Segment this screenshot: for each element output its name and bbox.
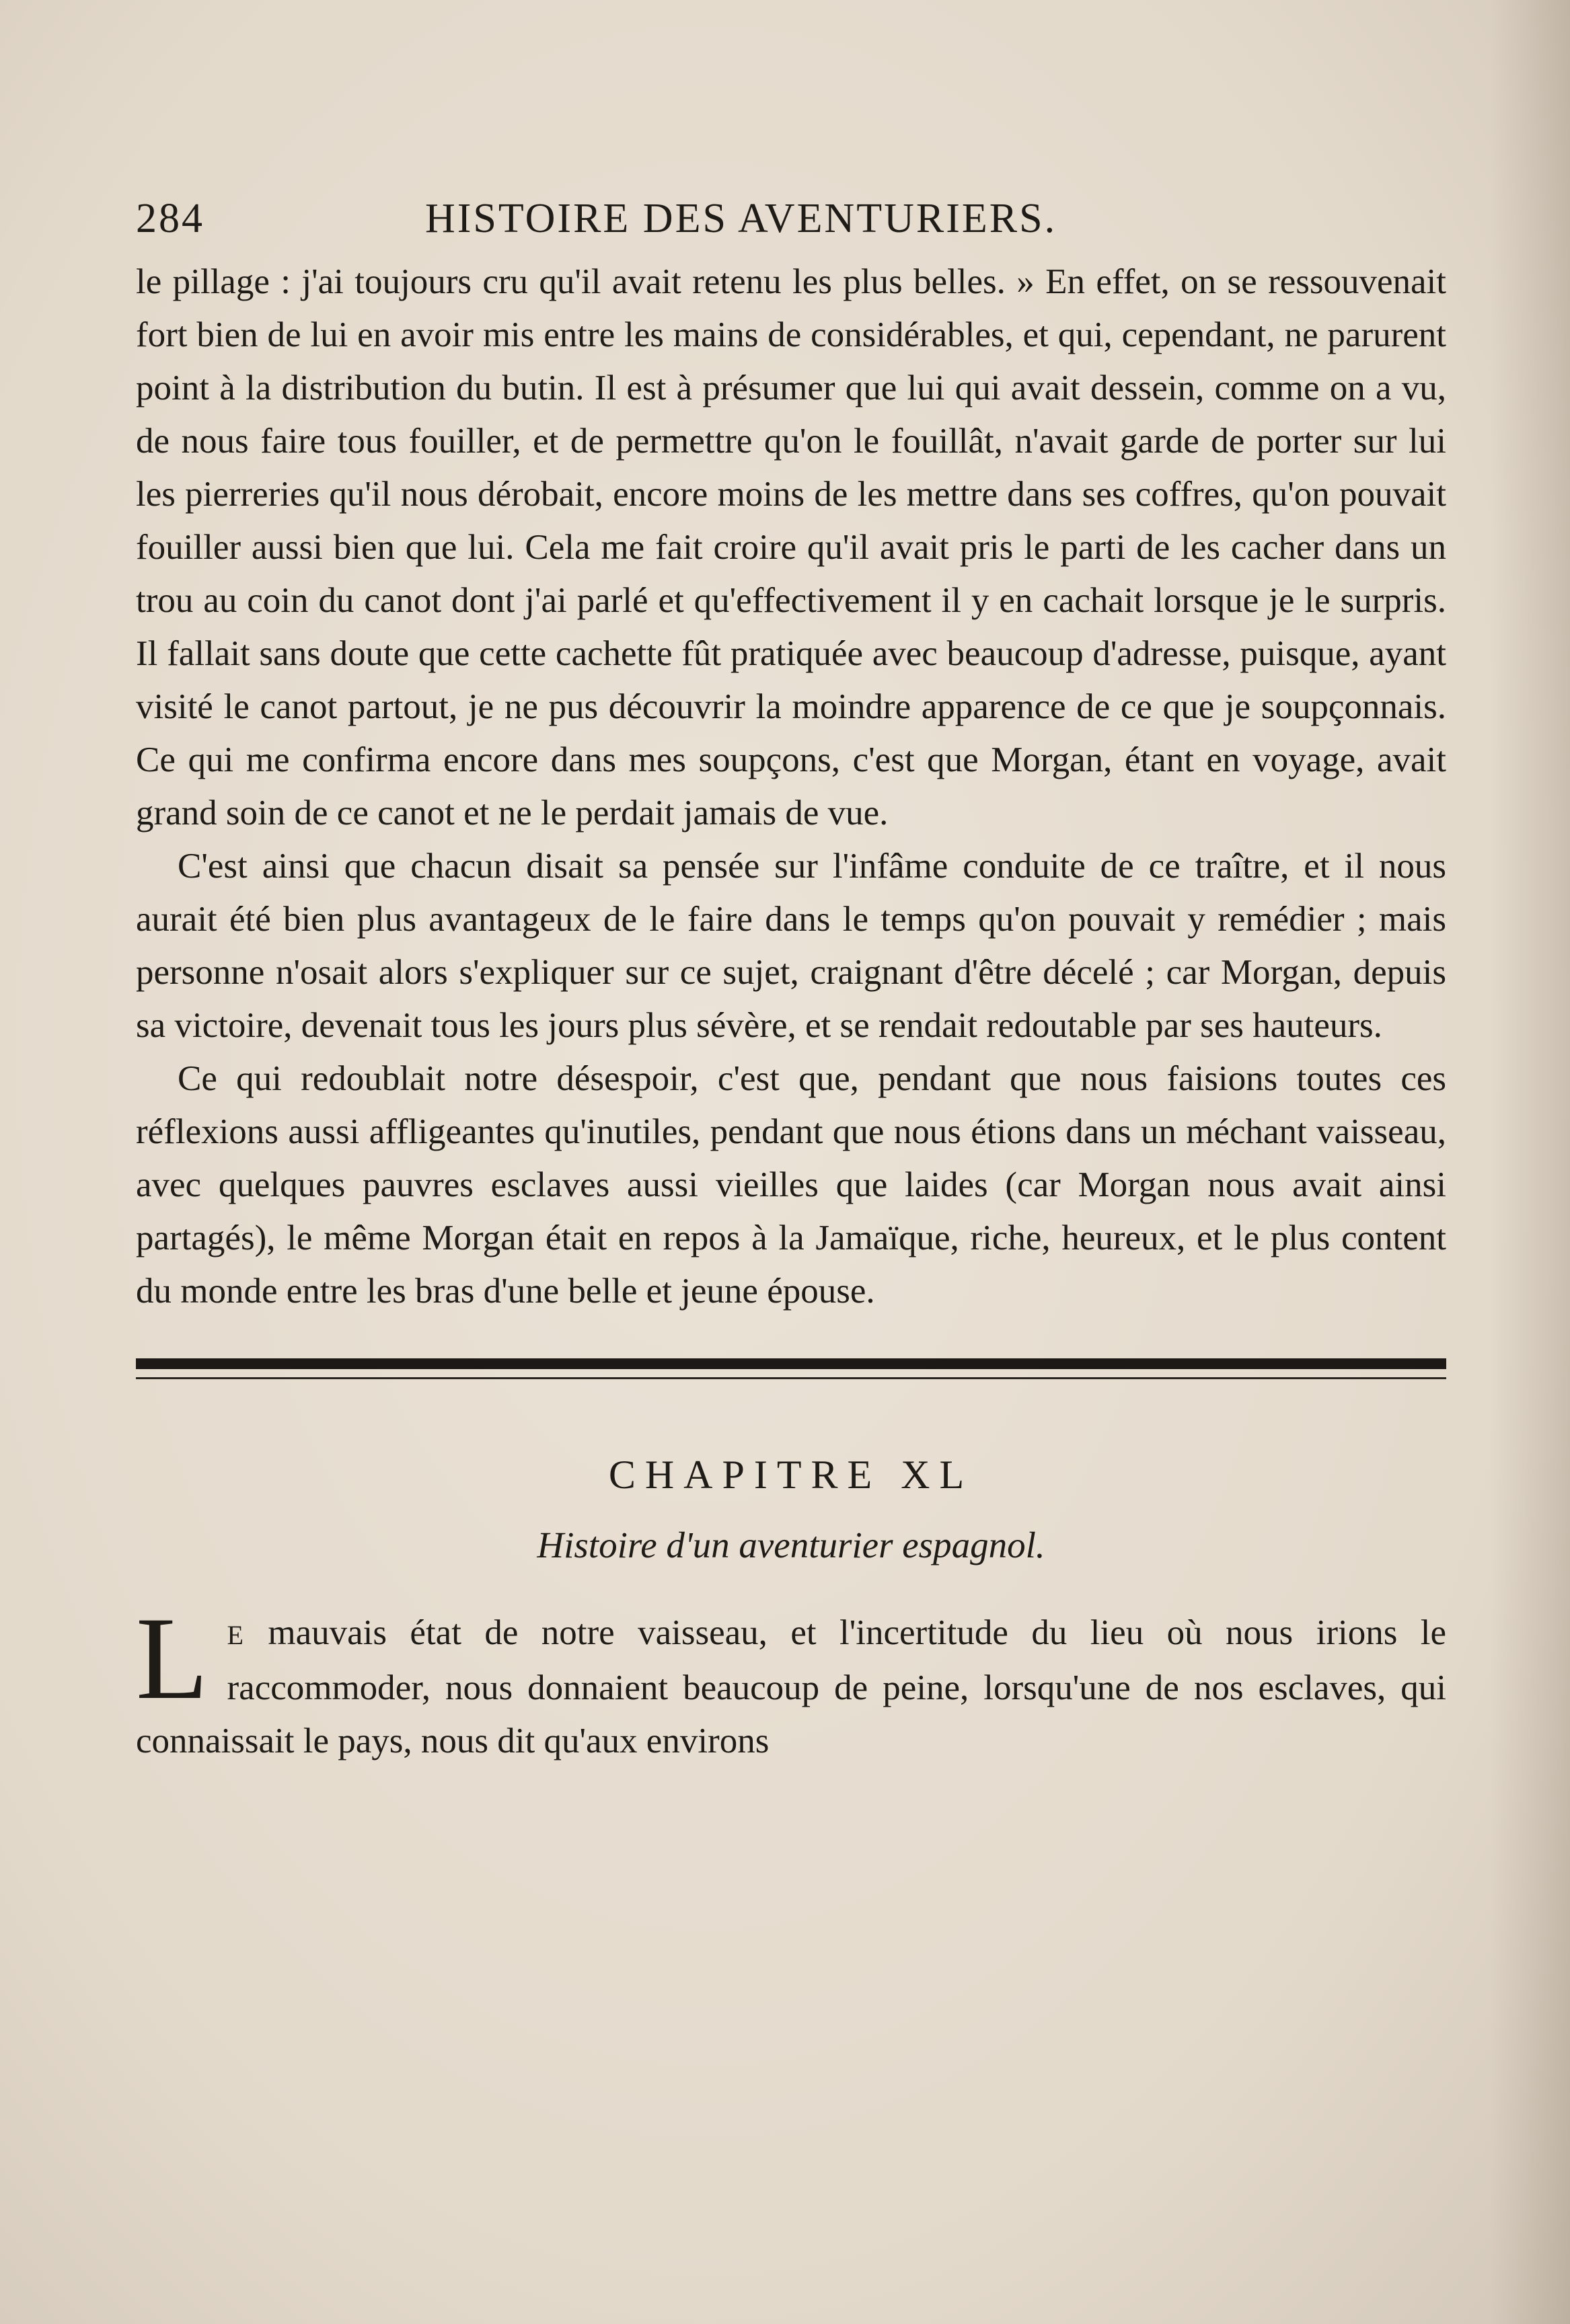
paragraph: Ce qui redoublait notre désespoir, c'est que, pendant que nous faisions toutes ces réflexions aussi affligeantes qu'inutiles, pendant que nous étions dans un méchant vaisseau, avec quelques pauvres esclaves aussi vieilles que laides (car Morgan nous avait ainsi partagés), le même Morgan était en repos à la Jamaïque, riche, heureux, et le plus content du monde entre les bras d'une belle et jeune épouse.: [136, 1059, 1446, 1311]
book-page: [136, 195, 1446, 1768]
section-divider-thick: [136, 1358, 1446, 1369]
section-divider-thin: [136, 1377, 1446, 1379]
paragraph: C'est ainsi que chacun disait sa pensée sur l'infâme conduite de ce traître, et il nous aurait été bien plus avantageux de le faire dans le temps qu'on pouvait y remédier ; mais personne n'osait alors s'expliquer sur ce sujet, craignant d'être décelé ; car Morgan, depuis sa victoire, devenait tous les jours plus sévère, et se rendait redoutable par ses hauteurs.: [136, 847, 1446, 1045]
page-edge-shadow: [1489, 0, 1570, 2324]
body-text: [136, 256, 1446, 1318]
opening-text: mauvais état de notre vaisseau, et l'incertitude du lieu où nous irions le raccommoder, nous donnaient beaucoup de peine, lorsqu'une de nos esclaves, qui connaissait le pays, nous dit qu'aux environs: [136, 1613, 1446, 1760]
chapter-subtitle: Histoire d'un aventurier espagnol.: [537, 1524, 1045, 1565]
running-header: [136, 195, 1446, 256]
chapter-title: CHAPITRE XL: [608, 1452, 974, 1497]
page-number: 284: [136, 196, 204, 241]
drop-cap: L: [136, 1593, 209, 1724]
first-word-small-cap: E: [227, 1620, 245, 1650]
paragraph-continued: le pillage : j'ai toujours cru qu'il avait retenu les plus belles. » En effet, on se ressouvenait fort bien de lui en avoir mis entre les mains de considérables, et qui, cependant, ne parurent point à la distribution du butin. Il est à présumer que lui qui avait dessein, comme on a vu, de nous faire tous fouiller, et de permettre qu'on le fouillât, n'avait garde de porter sur lui les pierreries qu'il nous dérobait, encore moins de les mettre dans ses coffres, qu'on pouvait fouiller aussi bien que lui. Cela me fait croire qu'il avait pris le parti de les cacher dans un trou au coin du canot dont j'ai parlé et qu'effectivement il y en cachait lorsque je le surpris. Il fallait sans doute que cette cachette fût pratiquée avec beaucoup d'adresse, puisque, ayant visité le canot partout, je ne pus découvrir la moindre apparence de ce que je soupçonnais. Ce qui me confirma encore dans mes soupçons, c'est que Morgan, étant en voyage, avait grand soin de ce canot et ne le perdait jamais de vue.: [136, 262, 1446, 832]
chapter-opening-paragraph: [136, 1593, 1446, 1768]
running-title: HISTOIRE DES AVENTURIERS.: [425, 196, 1057, 241]
